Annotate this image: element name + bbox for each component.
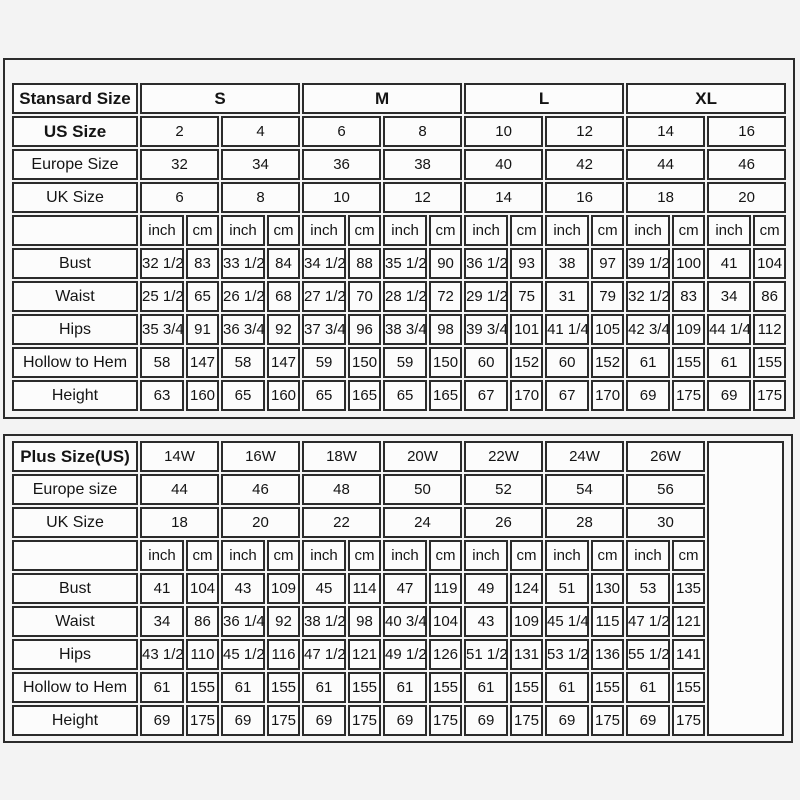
measurement-value-cell: 38 — [545, 248, 589, 279]
measurement-value-cell: 79 — [591, 281, 624, 312]
measurement-value-cell: 34 — [140, 606, 184, 637]
measurement-value-cell: 155 — [267, 672, 300, 703]
measurement-value-cell: 98 — [348, 606, 381, 637]
unit-inch-cell: inch — [221, 540, 265, 571]
measurement-value-cell: 92 — [267, 606, 300, 637]
measurement-value-cell: 41 — [707, 248, 751, 279]
measurement-value-cell: 53 — [626, 573, 670, 604]
unit-inch-cell: inch — [626, 215, 670, 246]
europe-size-value-cell: 56 — [626, 474, 705, 505]
us-size-row — [12, 116, 786, 147]
us-size-value-cell: 16 — [707, 116, 786, 147]
measurement-value-cell: 59 — [383, 347, 427, 378]
europe-size-value-cell: 44 — [140, 474, 219, 505]
us-size-value-cell: 4 — [221, 116, 300, 147]
measurement-value-cell: 43 1/2 — [140, 639, 184, 670]
measurement-value-cell: 41 — [140, 573, 184, 604]
unit-header-row — [12, 540, 784, 571]
europe-size-row — [12, 474, 784, 505]
measurement-value-cell: 69 — [383, 705, 427, 736]
measurement-value-cell: 155 — [672, 672, 705, 703]
measurement-value-cell: 27 1/2 — [302, 281, 346, 312]
measurement-value-cell: 61 — [626, 347, 670, 378]
europe-size-value-cell: 42 — [545, 149, 624, 180]
us-size-value-cell: 6 — [302, 116, 381, 147]
unit-cm-cell: cm — [510, 540, 543, 571]
measurement-value-cell: 44 1/4 — [707, 314, 751, 345]
measurement-value-cell: 61 — [707, 347, 751, 378]
measurement-value-cell: 147 — [186, 347, 219, 378]
uk-size-value-cell: 6 — [140, 182, 219, 213]
measurement-value-cell: 26 1/2 — [221, 281, 265, 312]
europe-size-value-cell: 32 — [140, 149, 219, 180]
measurement-value-cell: 36 1/2 — [464, 248, 508, 279]
unit-cm-cell: cm — [591, 540, 624, 571]
unit-cm-cell: cm — [429, 215, 462, 246]
unit-inch-cell: inch — [302, 540, 346, 571]
measurement-value-cell: 109 — [267, 573, 300, 604]
unit-cm-cell: cm — [267, 215, 300, 246]
measurement-value-cell: 86 — [186, 606, 219, 637]
measurement-value-cell: 165 — [348, 380, 381, 411]
uk-size-value-cell: 16 — [545, 182, 624, 213]
measurement-value-cell: 130 — [591, 573, 624, 604]
measurement-value-cell: 58 — [221, 347, 265, 378]
measurement-value-cell: 47 1/2 — [302, 639, 346, 670]
plus-size-table-frame — [3, 434, 793, 743]
measurement-value-cell: 69 — [302, 705, 346, 736]
measurement-value-cell: 61 — [221, 672, 265, 703]
plus-size-table — [10, 439, 786, 738]
uk-size-value-cell: 20 — [707, 182, 786, 213]
measurement-value-cell: 83 — [672, 281, 705, 312]
unit-inch-cell: inch — [302, 215, 346, 246]
measurement-value-cell: 83 — [186, 248, 219, 279]
measurement-value-cell: 25 1/2 — [140, 281, 184, 312]
measurement-value-cell: 109 — [510, 606, 543, 637]
measurement-value-cell: 119 — [429, 573, 462, 604]
uk-size-value-cell: 18 — [626, 182, 705, 213]
measurement-value-cell: 91 — [186, 314, 219, 345]
measurement-value-cell: 121 — [348, 639, 381, 670]
measurement-value-cell: 136 — [591, 639, 624, 670]
measurement-value-cell: 34 1/2 — [302, 248, 346, 279]
measurement-value-cell: 61 — [302, 672, 346, 703]
us-size-value-cell: 14 — [626, 116, 705, 147]
measurement-value-cell: 60 — [464, 347, 508, 378]
measurement-value-cell: 152 — [510, 347, 543, 378]
measurement-value-cell: 155 — [348, 672, 381, 703]
measurement-value-cell: 67 — [464, 380, 508, 411]
unit-cm-cell: cm — [753, 215, 786, 246]
europe-size-value-cell: 52 — [464, 474, 543, 505]
measurement-label-cell: Height — [12, 380, 138, 411]
measurement-value-cell: 69 — [626, 705, 670, 736]
measurement-value-cell: 88 — [348, 248, 381, 279]
measurement-label-cell: Hips — [12, 314, 138, 345]
uk-size-value-cell: 26 — [464, 507, 543, 538]
measurement-value-cell: 160 — [267, 380, 300, 411]
plus-size-header-cell: 14W — [140, 441, 219, 472]
measurement-value-cell: 45 — [302, 573, 346, 604]
uk-size-label-cell: UK Size — [12, 507, 138, 538]
unit-cm-cell: cm — [186, 540, 219, 571]
unit-inch-cell: inch — [140, 215, 184, 246]
uk-size-row — [12, 507, 784, 538]
measurement-row — [12, 281, 786, 312]
measurement-value-cell: 155 — [591, 672, 624, 703]
unit-cm-cell: cm — [348, 540, 381, 571]
measurement-value-cell: 160 — [186, 380, 219, 411]
uk-size-label-cell: UK Size — [12, 182, 138, 213]
measurement-value-cell: 175 — [348, 705, 381, 736]
measurement-value-cell: 110 — [186, 639, 219, 670]
measurement-value-cell: 51 1/2 — [464, 639, 508, 670]
measurement-label-cell: Waist — [12, 281, 138, 312]
plus-size-header-cell: 20W — [383, 441, 462, 472]
unit-cm-cell: cm — [672, 215, 705, 246]
measurement-value-cell: 126 — [429, 639, 462, 670]
measurement-value-cell: 147 — [267, 347, 300, 378]
standard-size-title-cell: Stansard Size — [12, 83, 138, 114]
measurement-label-cell: Hollow to Hem — [12, 347, 138, 378]
measurement-value-cell: 53 1/2 — [545, 639, 589, 670]
uk-size-value-cell: 24 — [383, 507, 462, 538]
size-group-header-cell: S — [140, 83, 300, 114]
measurement-value-cell: 175 — [672, 705, 705, 736]
measurement-value-cell: 36 3/4 — [221, 314, 265, 345]
us-size-value-cell: 10 — [464, 116, 543, 147]
measurement-value-cell: 59 — [302, 347, 346, 378]
measurement-value-cell: 36 1/4 — [221, 606, 265, 637]
measurement-value-cell: 43 — [464, 606, 508, 637]
uk-size-value-cell: 22 — [302, 507, 381, 538]
measurement-row — [12, 573, 784, 604]
measurement-value-cell: 155 — [429, 672, 462, 703]
plus-size-header-cell: 16W — [221, 441, 300, 472]
measurement-value-cell: 104 — [186, 573, 219, 604]
measurement-value-cell: 105 — [591, 314, 624, 345]
uk-size-value-cell: 18 — [140, 507, 219, 538]
measurement-value-cell: 58 — [140, 347, 184, 378]
measurement-value-cell: 68 — [267, 281, 300, 312]
measurement-value-cell: 100 — [672, 248, 705, 279]
measurement-value-cell: 55 1/2 — [626, 639, 670, 670]
measurement-value-cell: 69 — [707, 380, 751, 411]
unit-corner-cell — [12, 540, 138, 571]
measurement-label-cell: Hollow to Hem — [12, 672, 138, 703]
measurement-value-cell: 112 — [753, 314, 786, 345]
measurement-value-cell: 150 — [429, 347, 462, 378]
measurement-row — [12, 314, 786, 345]
europe-size-value-cell: 50 — [383, 474, 462, 505]
measurement-value-cell: 93 — [510, 248, 543, 279]
measurement-value-cell: 175 — [267, 705, 300, 736]
size-group-header-cell: XL — [626, 83, 786, 114]
measurement-label-cell: Bust — [12, 248, 138, 279]
measurement-value-cell: 61 — [464, 672, 508, 703]
measurement-value-cell: 42 3/4 — [626, 314, 670, 345]
measurement-value-cell: 170 — [591, 380, 624, 411]
measurement-value-cell: 69 — [221, 705, 265, 736]
measurement-value-cell: 65 — [383, 380, 427, 411]
measurement-value-cell: 39 3/4 — [464, 314, 508, 345]
measurement-label-cell: Hips — [12, 639, 138, 670]
measurement-value-cell: 37 3/4 — [302, 314, 346, 345]
measurement-value-cell: 49 1/2 — [383, 639, 427, 670]
uk-size-value-cell: 28 — [545, 507, 624, 538]
measurement-value-cell: 124 — [510, 573, 543, 604]
unit-corner-cell — [12, 215, 138, 246]
us-size-value-cell: 8 — [383, 116, 462, 147]
measurement-value-cell: 175 — [753, 380, 786, 411]
measurement-value-cell: 155 — [186, 672, 219, 703]
measurement-value-cell: 96 — [348, 314, 381, 345]
measurement-label-cell: Bust — [12, 573, 138, 604]
measurement-value-cell: 175 — [186, 705, 219, 736]
measurement-value-cell: 75 — [510, 281, 543, 312]
measurement-value-cell: 49 — [464, 573, 508, 604]
measurement-value-cell: 92 — [267, 314, 300, 345]
measurement-value-cell: 69 — [545, 705, 589, 736]
unit-inch-cell: inch — [383, 540, 427, 571]
measurement-value-cell: 121 — [672, 606, 705, 637]
measurement-value-cell: 152 — [591, 347, 624, 378]
unit-inch-cell: inch — [707, 215, 751, 246]
measurement-value-cell: 40 3/4 — [383, 606, 427, 637]
us-size-label-cell: US Size — [12, 116, 138, 147]
measurement-value-cell: 33 1/2 — [221, 248, 265, 279]
measurement-value-cell: 165 — [429, 380, 462, 411]
measurement-value-cell: 51 — [545, 573, 589, 604]
measurement-row — [12, 347, 786, 378]
measurement-value-cell: 175 — [429, 705, 462, 736]
measurement-value-cell: 28 1/2 — [383, 281, 427, 312]
uk-size-row — [12, 182, 786, 213]
measurement-label-cell: Height — [12, 705, 138, 736]
europe-size-label-cell: Europe Size — [12, 149, 138, 180]
europe-size-value-cell: 48 — [302, 474, 381, 505]
measurement-value-cell: 155 — [510, 672, 543, 703]
measurement-value-cell: 114 — [348, 573, 381, 604]
measurement-value-cell: 47 — [383, 573, 427, 604]
measurement-value-cell: 170 — [510, 380, 543, 411]
measurement-value-cell: 69 — [626, 380, 670, 411]
measurement-value-cell: 45 1/4 — [545, 606, 589, 637]
measurement-value-cell: 65 — [221, 380, 265, 411]
empty-column-cell — [707, 441, 784, 736]
measurement-value-cell: 104 — [753, 248, 786, 279]
measurement-value-cell: 61 — [626, 672, 670, 703]
measurement-value-cell: 135 — [672, 573, 705, 604]
size-group-header-row — [12, 83, 786, 114]
unit-cm-cell: cm — [348, 215, 381, 246]
europe-size-value-cell: 34 — [221, 149, 300, 180]
plus-size-header-cell: 24W — [545, 441, 624, 472]
measurement-value-cell: 47 1/2 — [626, 606, 670, 637]
uk-size-value-cell: 14 — [464, 182, 543, 213]
measurement-value-cell: 35 3/4 — [140, 314, 184, 345]
measurement-row — [12, 606, 784, 637]
measurement-value-cell: 61 — [545, 672, 589, 703]
measurement-value-cell: 38 1/2 — [302, 606, 346, 637]
measurement-value-cell: 29 1/2 — [464, 281, 508, 312]
uk-size-value-cell: 20 — [221, 507, 300, 538]
measurement-value-cell: 61 — [140, 672, 184, 703]
unit-inch-cell: inch — [140, 540, 184, 571]
measurement-value-cell: 34 — [707, 281, 751, 312]
uk-size-value-cell: 8 — [221, 182, 300, 213]
measurement-value-cell: 43 — [221, 573, 265, 604]
europe-size-value-cell: 40 — [464, 149, 543, 180]
uk-size-value-cell: 12 — [383, 182, 462, 213]
measurement-value-cell: 38 3/4 — [383, 314, 427, 345]
unit-inch-cell: inch — [383, 215, 427, 246]
standard-size-table-frame — [3, 58, 795, 419]
measurement-value-cell: 155 — [753, 347, 786, 378]
europe-size-value-cell: 46 — [221, 474, 300, 505]
unit-cm-cell: cm — [267, 540, 300, 571]
europe-size-row — [12, 149, 786, 180]
measurement-value-cell: 32 1/2 — [140, 248, 184, 279]
measurement-value-cell: 39 1/2 — [626, 248, 670, 279]
europe-size-value-cell: 44 — [626, 149, 705, 180]
measurement-value-cell: 63 — [140, 380, 184, 411]
measurement-value-cell: 32 1/2 — [626, 281, 670, 312]
unit-inch-cell: inch — [545, 215, 589, 246]
europe-size-value-cell: 36 — [302, 149, 381, 180]
standard-size-table — [10, 81, 788, 413]
plus-size-header-cell: 18W — [302, 441, 381, 472]
plus-size-header-cell: 26W — [626, 441, 705, 472]
measurement-value-cell: 116 — [267, 639, 300, 670]
measurement-value-cell: 72 — [429, 281, 462, 312]
measurement-value-cell: 97 — [591, 248, 624, 279]
measurement-value-cell: 98 — [429, 314, 462, 345]
unit-cm-cell: cm — [186, 215, 219, 246]
measurement-row — [12, 639, 784, 670]
measurement-value-cell: 65 — [302, 380, 346, 411]
unit-inch-cell: inch — [545, 540, 589, 571]
measurement-value-cell: 31 — [545, 281, 589, 312]
measurement-value-cell: 175 — [510, 705, 543, 736]
measurement-value-cell: 41 1/4 — [545, 314, 589, 345]
measurement-value-cell: 65 — [186, 281, 219, 312]
plus-size-title-cell: Plus Size(US) — [12, 441, 138, 472]
measurement-value-cell: 155 — [672, 347, 705, 378]
unit-inch-cell: inch — [464, 540, 508, 571]
measurement-value-cell: 101 — [510, 314, 543, 345]
measurement-value-cell: 175 — [591, 705, 624, 736]
measurement-value-cell: 90 — [429, 248, 462, 279]
measurement-value-cell: 141 — [672, 639, 705, 670]
europe-size-label-cell: Europe size — [12, 474, 138, 505]
measurement-value-cell: 150 — [348, 347, 381, 378]
us-size-value-cell: 12 — [545, 116, 624, 147]
unit-cm-cell: cm — [510, 215, 543, 246]
europe-size-value-cell: 54 — [545, 474, 624, 505]
measurement-value-cell: 69 — [464, 705, 508, 736]
measurement-row — [12, 380, 786, 411]
size-chart-page — [0, 58, 800, 743]
measurement-value-cell: 69 — [140, 705, 184, 736]
measurement-value-cell: 104 — [429, 606, 462, 637]
measurement-value-cell: 60 — [545, 347, 589, 378]
measurement-value-cell: 67 — [545, 380, 589, 411]
unit-header-row — [12, 215, 786, 246]
unit-cm-cell: cm — [429, 540, 462, 571]
measurement-row — [12, 248, 786, 279]
size-group-header-cell: L — [464, 83, 624, 114]
measurement-value-cell: 84 — [267, 248, 300, 279]
europe-size-value-cell: 38 — [383, 149, 462, 180]
measurement-label-cell: Waist — [12, 606, 138, 637]
plus-size-header-cell: 22W — [464, 441, 543, 472]
measurement-value-cell: 86 — [753, 281, 786, 312]
measurement-row — [12, 705, 784, 736]
measurement-value-cell: 35 1/2 — [383, 248, 427, 279]
unit-cm-cell: cm — [672, 540, 705, 571]
europe-size-value-cell: 46 — [707, 149, 786, 180]
unit-cm-cell: cm — [591, 215, 624, 246]
measurement-value-cell: 70 — [348, 281, 381, 312]
measurement-value-cell: 109 — [672, 314, 705, 345]
size-group-header-cell: M — [302, 83, 462, 114]
measurement-value-cell: 61 — [383, 672, 427, 703]
measurement-value-cell: 175 — [672, 380, 705, 411]
measurement-row — [12, 672, 784, 703]
unit-inch-cell: inch — [221, 215, 265, 246]
uk-size-value-cell: 10 — [302, 182, 381, 213]
us-size-value-cell: 2 — [140, 116, 219, 147]
unit-inch-cell: inch — [626, 540, 670, 571]
measurement-value-cell: 115 — [591, 606, 624, 637]
measurement-value-cell: 131 — [510, 639, 543, 670]
unit-inch-cell: inch — [464, 215, 508, 246]
uk-size-value-cell: 30 — [626, 507, 705, 538]
plus-size-header-row — [12, 441, 784, 472]
measurement-value-cell: 45 1/2 — [221, 639, 265, 670]
